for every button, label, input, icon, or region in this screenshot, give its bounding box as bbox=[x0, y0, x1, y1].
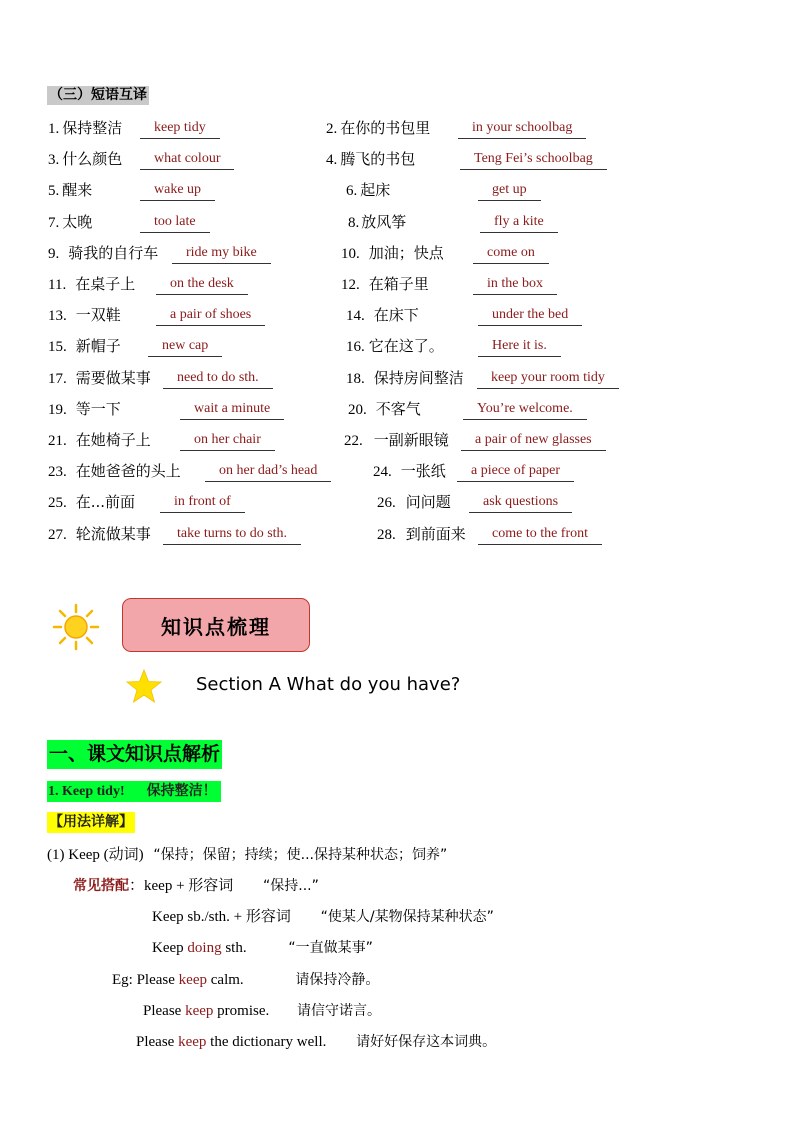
example-2-red: keep bbox=[185, 1003, 214, 1019]
example-3-cn: 请好好保存这本词典。 bbox=[356, 1034, 497, 1050]
answer-blank: need to do sth. bbox=[163, 368, 273, 389]
item-chinese: 到前面来 bbox=[405, 524, 466, 543]
collocation-line-2 bbox=[152, 907, 494, 927]
answer-blank: wait a minute bbox=[180, 399, 284, 420]
collocation-3-post: sth. bbox=[225, 940, 247, 956]
vocab-item-right bbox=[373, 460, 446, 483]
answer-blank: a pair of shoes bbox=[156, 305, 265, 326]
knowledge-title-box: 知识点梳理 bbox=[122, 598, 310, 652]
example-3-red: keep bbox=[178, 1034, 207, 1050]
example-3 bbox=[136, 1032, 496, 1052]
collocation-3-red: doing bbox=[187, 940, 222, 956]
vocab-item-left bbox=[48, 211, 92, 234]
item-number: 2. bbox=[326, 121, 338, 137]
vocab-item-right bbox=[326, 148, 415, 171]
item-number: 10. bbox=[341, 245, 360, 262]
vocab-item-left bbox=[48, 273, 135, 296]
answer-blank: fly a kite bbox=[480, 212, 558, 233]
item-number: 25. bbox=[48, 495, 67, 512]
vocab-row bbox=[0, 304, 794, 326]
answer-blank: get up bbox=[478, 180, 541, 201]
item-chinese: 在她爸爸的头上 bbox=[75, 462, 181, 481]
answer-blank: on the desk bbox=[156, 274, 248, 295]
vocab-row bbox=[0, 117, 794, 139]
answer-blank: on her chair bbox=[180, 430, 275, 451]
example-1-post: calm. bbox=[210, 972, 244, 988]
example-3-pre: Please bbox=[136, 1034, 175, 1050]
collocation-3-pre: Keep bbox=[152, 940, 184, 956]
point-heading bbox=[47, 781, 221, 802]
answer-blank: come on bbox=[473, 243, 549, 264]
vocab-row bbox=[0, 148, 794, 170]
section-title: Section A What do you have? bbox=[196, 674, 461, 695]
vocab-item-left bbox=[48, 460, 181, 483]
vocab-item-right bbox=[346, 367, 464, 390]
vocab-item-right bbox=[377, 523, 466, 546]
answer-blank: what colour bbox=[140, 149, 234, 170]
item-number: 11. bbox=[48, 277, 67, 293]
point-en: 1. Keep tidy! bbox=[48, 784, 125, 799]
item-chinese: 一双鞋 bbox=[75, 306, 121, 325]
vocab-row bbox=[0, 523, 794, 545]
answer-blank: take turns to do sth. bbox=[163, 524, 301, 545]
item-chinese: 在你的书包里 bbox=[340, 119, 431, 137]
example-2-pre: Please bbox=[143, 1003, 182, 1019]
collocation-1-en: ：keep + 形容词 bbox=[129, 878, 234, 894]
item-number: 26. bbox=[377, 495, 396, 512]
item-chinese: 什么颜色 bbox=[62, 150, 123, 169]
answer-blank: in the box bbox=[473, 274, 557, 295]
collocation-line-3 bbox=[152, 938, 373, 958]
item-number: 7. bbox=[48, 214, 60, 231]
vocab-item-left bbox=[48, 148, 122, 171]
item-chinese: 一副新眼镜 bbox=[373, 431, 449, 449]
vocab-row bbox=[0, 211, 794, 233]
item-chinese: 在床下 bbox=[373, 306, 419, 325]
answer-blank: ride my bike bbox=[172, 243, 271, 264]
keep-def-cn: “保持；保留；持续；使...保持某种状态；饲养” bbox=[153, 847, 448, 863]
vocab-item-left bbox=[48, 117, 122, 140]
vocab-item-right bbox=[346, 335, 444, 358]
vocab-row bbox=[0, 242, 794, 264]
sun-icon bbox=[52, 603, 100, 651]
item-number: 3. bbox=[48, 152, 60, 169]
answer-blank: come to the front bbox=[478, 524, 602, 545]
answer-blank: Teng Fei’s schoolbag bbox=[460, 149, 607, 170]
item-chinese: 保持整洁 bbox=[62, 119, 123, 137]
usage-label: 【用法详解】 bbox=[47, 812, 135, 833]
vocab-item-right bbox=[326, 117, 430, 140]
vocab-item-left bbox=[48, 429, 151, 452]
item-number: 23. bbox=[48, 464, 67, 481]
vocab-item-left bbox=[48, 304, 121, 327]
item-chinese: 起床 bbox=[360, 181, 391, 200]
vocab-item-left bbox=[48, 523, 151, 546]
example-2-cn: 请信守诺言。 bbox=[296, 1003, 381, 1019]
item-chinese: 不客气 bbox=[375, 399, 421, 418]
example-1-red: keep bbox=[178, 972, 207, 988]
item-number: 12. bbox=[341, 277, 360, 293]
vocab-item-left bbox=[48, 491, 135, 514]
item-chinese: 轮流做某事 bbox=[75, 524, 151, 543]
item-chinese: 问问题 bbox=[405, 493, 451, 512]
item-chinese: 新帽子 bbox=[75, 337, 121, 356]
example-2-post: promise. bbox=[217, 1003, 270, 1019]
item-chinese: 骑我的自行车 bbox=[68, 243, 159, 262]
item-chinese: 需要做某事 bbox=[75, 368, 151, 387]
example-1 bbox=[112, 970, 379, 990]
star-icon bbox=[126, 669, 162, 703]
vocab-row bbox=[0, 460, 794, 482]
vocab-item-right bbox=[348, 211, 406, 234]
vocab-row bbox=[0, 179, 794, 201]
item-number: 4. bbox=[326, 152, 338, 169]
item-chinese: 放风筝 bbox=[361, 212, 407, 231]
collocation-3-cn: “一直做某事” bbox=[288, 940, 373, 956]
answer-blank: ask questions bbox=[469, 492, 572, 513]
item-number: 17. bbox=[48, 370, 67, 387]
item-chinese: 在...前面 bbox=[75, 493, 136, 512]
item-chinese: 等一下 bbox=[75, 399, 121, 418]
collocation-1-cn: “保持...” bbox=[263, 878, 319, 894]
vocab-item-right bbox=[348, 398, 421, 421]
answer-blank: under the bed bbox=[478, 305, 582, 326]
answer-blank: on her dad’s head bbox=[205, 461, 331, 482]
answer-blank: wake up bbox=[140, 180, 215, 201]
vocab-item-left bbox=[48, 367, 151, 390]
vocab-item-left bbox=[48, 242, 158, 265]
item-chinese: 一张纸 bbox=[400, 462, 446, 481]
item-number: 9. bbox=[48, 245, 60, 262]
vocab-row bbox=[0, 335, 794, 357]
answer-blank: a piece of paper bbox=[457, 461, 574, 482]
example-1-prefix: Eg: bbox=[112, 972, 133, 988]
example-3-post: the dictionary well. bbox=[210, 1034, 327, 1050]
item-number: 14. bbox=[346, 308, 365, 325]
example-2 bbox=[143, 1001, 381, 1021]
item-chinese: 太晚 bbox=[62, 212, 93, 231]
item-number: 20. bbox=[348, 401, 367, 418]
item-number: 21. bbox=[48, 433, 67, 449]
answer-blank: keep your room tidy bbox=[477, 368, 619, 389]
item-number: 27. bbox=[48, 526, 67, 543]
collocation-2-cn: “使某人/某物保持某种状态” bbox=[320, 909, 494, 925]
item-number: 5. bbox=[48, 183, 60, 200]
vocab-item-right bbox=[346, 304, 419, 327]
keep-definition bbox=[47, 845, 447, 865]
keep-def-en: (1) Keep (动词) bbox=[47, 847, 144, 863]
collocation-2-en: Keep sb./sth. + 形容词 bbox=[152, 909, 291, 925]
example-1-cn: 请保持冷静。 bbox=[295, 972, 380, 988]
answer-blank: You’re welcome. bbox=[463, 399, 587, 420]
vocab-row bbox=[0, 273, 794, 295]
vocab-item-right bbox=[341, 242, 444, 265]
section-heading: （三）短语互译 bbox=[49, 87, 147, 103]
answer-blank: a pair of new glasses bbox=[461, 430, 606, 451]
item-chinese: 在桌子上 bbox=[75, 275, 136, 293]
answer-blank: in front of bbox=[160, 492, 245, 513]
collocation-label: 常见搭配 bbox=[73, 878, 129, 894]
vocab-item-left bbox=[48, 179, 92, 202]
item-number: 13. bbox=[48, 308, 67, 325]
item-number: 18. bbox=[346, 370, 365, 387]
item-chinese: 加油；快点 bbox=[368, 243, 444, 262]
item-number: 16. bbox=[346, 339, 365, 356]
item-number: 24. bbox=[373, 464, 392, 481]
vocab-row bbox=[0, 398, 794, 420]
item-chinese: 它在这了。 bbox=[368, 337, 444, 356]
vocab-row bbox=[0, 491, 794, 513]
vocab-item-right bbox=[377, 491, 451, 514]
item-number: 6. bbox=[346, 183, 358, 200]
item-number: 28. bbox=[377, 526, 396, 543]
item-number: 19. bbox=[48, 401, 67, 418]
item-chinese: 在她椅子上 bbox=[75, 431, 151, 449]
answer-blank: too late bbox=[140, 212, 210, 233]
answer-blank: new cap bbox=[148, 336, 222, 357]
vocab-item-left bbox=[48, 335, 121, 358]
item-number: 22. bbox=[344, 433, 363, 449]
vocab-row bbox=[0, 429, 794, 451]
vocab-item-left bbox=[48, 398, 121, 421]
item-number: 15. bbox=[48, 339, 67, 356]
item-number: 8. bbox=[348, 214, 360, 231]
vocab-row bbox=[0, 367, 794, 389]
answer-blank: in your schoolbag bbox=[458, 118, 586, 139]
lesson-heading: 一、课文知识点解析 bbox=[47, 740, 222, 769]
example-1-pre: Please bbox=[136, 972, 175, 988]
point-cn: 保持整洁！ bbox=[146, 783, 217, 799]
item-chinese: 腾飞的书包 bbox=[340, 150, 416, 169]
vocab-item-right bbox=[344, 429, 449, 452]
collocation-line-1 bbox=[73, 876, 319, 896]
vocab-item-right bbox=[346, 179, 390, 202]
vocab-item-right bbox=[341, 273, 429, 296]
item-chinese: 保持房间整洁 bbox=[373, 368, 464, 387]
item-chinese: 在箱子里 bbox=[368, 275, 429, 293]
item-number: 1. bbox=[48, 121, 60, 137]
answer-blank: Here it is. bbox=[478, 336, 561, 357]
answer-blank: keep tidy bbox=[140, 118, 220, 139]
item-chinese: 醒来 bbox=[62, 181, 93, 200]
